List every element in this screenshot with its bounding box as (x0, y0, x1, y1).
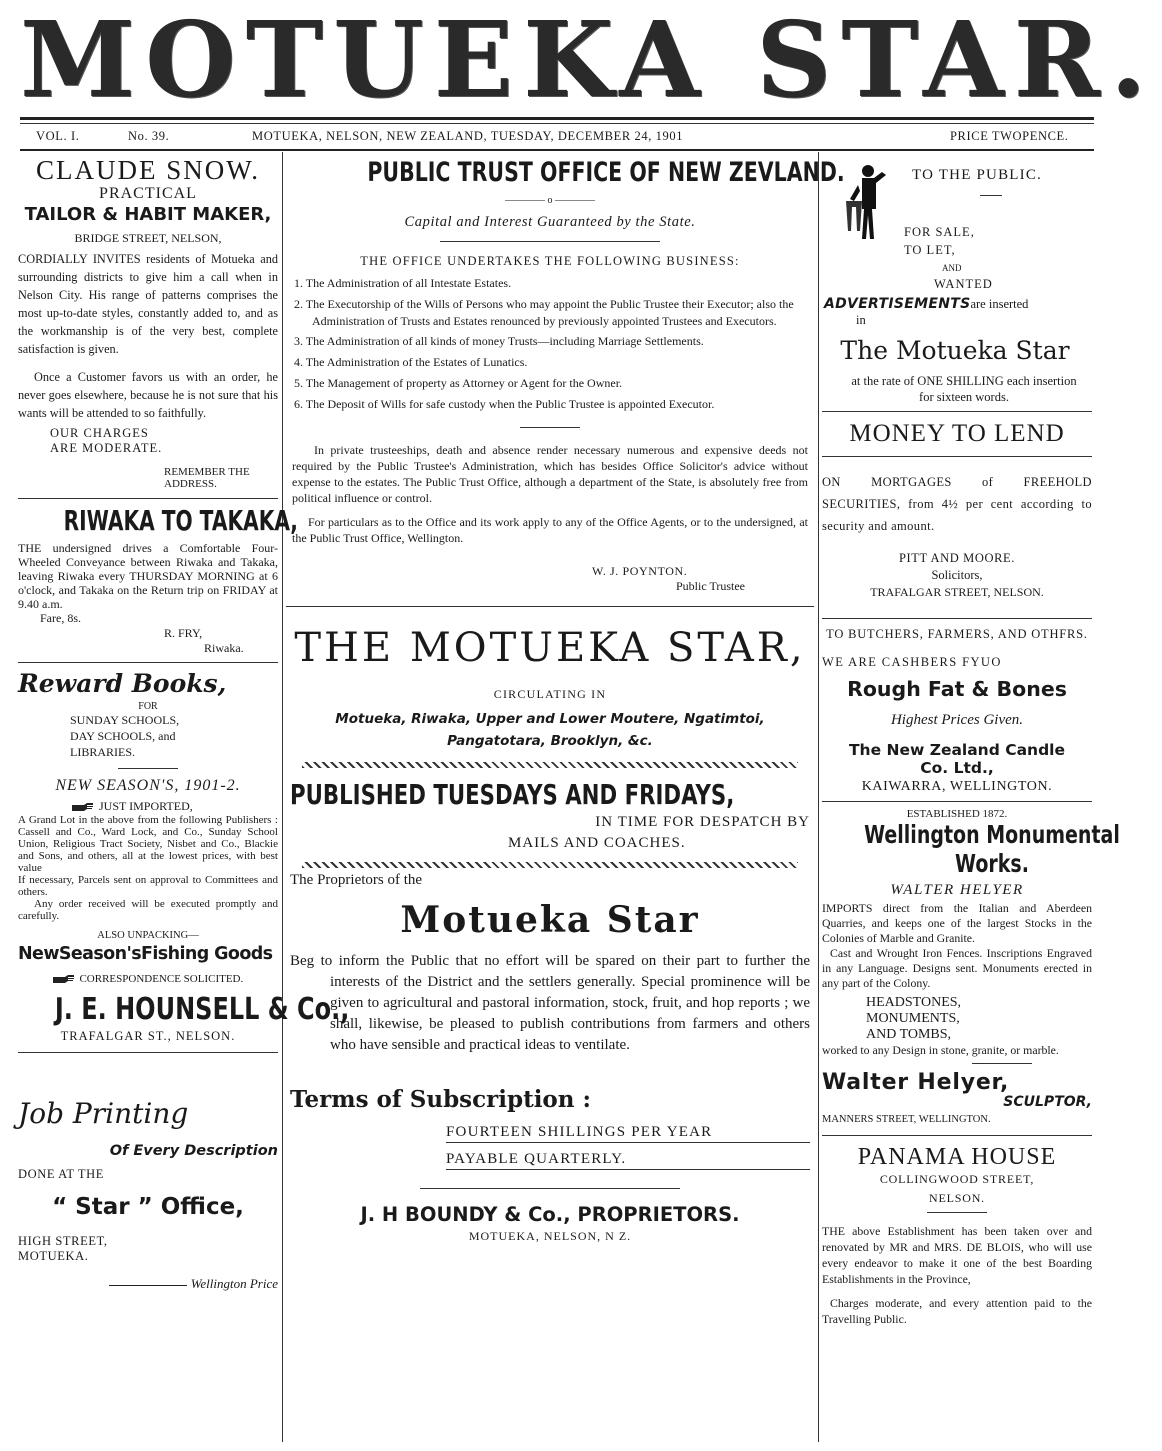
ad-subheading: PRACTICAL (99, 185, 197, 202)
price-rule (109, 1285, 187, 1286)
ad-line: WE ARE CASHBERS FYUO (822, 655, 1002, 669)
price: PRICE TWOPENCE. (950, 129, 1069, 143)
ad-body: THE above Establishment has been taken over and renovated by MR and MRS. DE BLOIS, who will use every endeavor to make it one of the best Boarding Establishments in the Province, (822, 1224, 1092, 1286)
ad-line: Of Every Description (109, 1143, 278, 1159)
divider (927, 1212, 987, 1213)
ad-heading: Wellington Monumental Works. (864, 820, 1120, 878)
ad-signature: Riwaka. (204, 641, 244, 655)
ad-body: IMPORTS direct from the Italian and Aberdeen Quarries, and keeps one of the largest Stocks in the Colonies of Marble and Granite. (822, 901, 1092, 945)
ad-body: worked to any Design in stone, granite, or marble. (822, 1043, 1059, 1057)
ad-address: TRAFALGAR STREET, NELSON. (870, 585, 1044, 599)
divider (18, 498, 278, 499)
list-item: 1. The Administration of all Intestate Estates. (294, 276, 512, 290)
ad-line: MOTUEKA. (18, 1249, 89, 1263)
divider (118, 768, 178, 769)
ad-line: SCULPTOR, (1003, 1094, 1092, 1110)
ad-line: Wellington Price (190, 1276, 278, 1291)
ad-line: JUST IMPORTED, (99, 799, 193, 813)
column-right (822, 155, 1120, 1445)
ad-motueka-star (286, 617, 814, 1244)
ad-heading: Rough Fat & Bones (847, 677, 1067, 701)
divider (18, 662, 278, 663)
ad-address: MANNERS STREET, WELLINGTON. (822, 1114, 991, 1125)
ad-signature: R. FRY, (164, 626, 203, 640)
ad-line: DAY SCHOOLS, and (70, 729, 176, 743)
dateline-rule (20, 149, 1094, 151)
ad-body: If necessary, Parcels sent on approval to Committees and others. (18, 874, 278, 898)
pointing-hand-icon (53, 974, 77, 984)
ad-line: are inserted (970, 297, 1029, 311)
ad-heading: TO THE PUBLIC. (912, 167, 1043, 183)
masthead (20, 0, 1157, 121)
ad-heading: NewSeason'sFishing Goods (18, 944, 273, 964)
ad-claude-snow (18, 155, 278, 490)
column-center (286, 155, 845, 1445)
ad-body: Any order received will be executed promptly and carefully. (18, 898, 278, 922)
ad-body: Once a Customer favors us with an order, he never goes elsewhere, because he is not sure that his wants will be attended to so faithfully. (18, 370, 278, 420)
masthead-rule (20, 117, 1094, 120)
ad-subheading: WALTER HELYER (890, 882, 1024, 898)
ad-firm: Walter Helyer, (822, 1070, 1010, 1095)
list-item: 3. The Administration of all kinds of money Trusts—including Marriage Settlements. (294, 334, 704, 349)
ad-body: For particulars as to the Office and its work apply to any of the Office Agents, or to the undersigned, at the Public Trust Office, Wellington. (292, 514, 808, 545)
wavy-divider (302, 862, 798, 868)
ad-body: CORDIALLY INVITES residents of Motueka and surrounding districts to give him a call when in Nelson City. His range of patterns comprises the most up-to-date styles, constantly added to, and as the workmanship is of the very best, complete satisfaction is given. (18, 252, 278, 356)
ad-heading: PUBLISHED TUESDAYS AND FRIDAYS, (290, 777, 735, 811)
ad-to-the-public (822, 155, 1092, 404)
ad-firm: J. E. HOUNSELL & Co., (54, 992, 350, 1027)
ad-heading: RIWAKA TO TAKAKA, (63, 504, 298, 537)
ad-line: CORRESPONDENCE SOLICITED. (79, 973, 244, 985)
ad-line: TO LET, (904, 243, 956, 257)
ad-line: DONE AT THE (18, 1167, 105, 1181)
ad-line: Motueka, Riwaka, Upper and Lower Moutere, Ngatimtoi, Pangatotara, Brooklyn, &c. (335, 710, 765, 749)
ad-public-trust (286, 155, 845, 594)
ad-line: CIRCULATING IN (493, 686, 607, 701)
ad-address: MOTUEKA, NELSON, N Z. (468, 1228, 632, 1243)
ad-panama-house (822, 1142, 1092, 1327)
ad-candle-company (822, 627, 1092, 795)
ad-body: THE undersigned drives a Comfortable Four-Wheeled Conveyance between Riwaka and Takaka, leaving Riwaka every THURSDAY MORNING at 6 o'clock, and Takaka on the Return trip on FRIDAY at 9.40 a.m. (18, 541, 278, 611)
ad-heading: PANAMA HOUSE (857, 1144, 1057, 1170)
ad-subheading: NEW SEASON'S, 1901-2. (55, 777, 241, 794)
ad-body: In private trusteeships, death and absence render necessary numerous and expensive deeds not required by the Public Trustee's Administration, which has besides Office Solicitor's advice without expense to the estates. The Public Trust Office, although a department of the State, is absolutely free from political influence or control. (292, 442, 808, 505)
ad-monumental-works (822, 808, 1120, 1125)
newspaper-title: MOTUEKA STAR. (20, 0, 1157, 121)
ad-line: IN TIME FOR DESPATCH BY (595, 813, 810, 830)
ad-signature: W. J. POYNTON. (592, 563, 688, 578)
ad-line: PAYABLE QUARTERLY. (446, 1149, 810, 1170)
wavy-divider (302, 762, 798, 768)
ad-money-to-lend (822, 418, 1092, 600)
divider (822, 801, 1092, 802)
ad-body: Beg to inform the Public that no effort will be spared on their part to further the interests of the District and the settlers generally. Special prominence will be given to agricultural and pastoral information, stock, fruit, and hop reports ; we shall, likewise, be pleased to publish contributions from farmers and others who have sensible and practical ideas to ventilate. (290, 952, 810, 1053)
ad-heading: Motueka Star (400, 898, 700, 941)
ad-address: BRIDGE STREET, NELSON, (74, 231, 222, 245)
ad-line: HEADSTONES, (866, 995, 962, 1010)
ad-heading: Terms of Subscription : (290, 1085, 591, 1113)
ad-address: NELSON. (929, 1191, 985, 1205)
ad-line: HIGH STREET, (18, 1234, 108, 1248)
ad-line: REMEMBER THE (164, 466, 250, 478)
gentleman-pointing-icon (838, 161, 894, 245)
column-rule-1 (282, 152, 283, 1442)
ad-firm: The New Zealand Candle (848, 741, 1066, 759)
ad-line: THE OFFICE UNDERTAKES THE FOLLOWING BUSINESS: (360, 254, 740, 268)
ad-body: ON MORTGAGES of FREEHOLD SECURITIES, from 4½ per cent according to security and amount. (822, 475, 1092, 533)
divider (980, 195, 1002, 196)
list-item: 2. The Executorship of the Wills of Persons who may appoint the Public Trustee their Executor; also the Administration of Trusts and Estates renounced by previously appointed Trustees and Executors. (294, 296, 794, 328)
ad-heading: The Motueka Star (840, 336, 1070, 365)
ad-address: TRAFALGAR ST., NELSON. (60, 1029, 236, 1043)
dateline (20, 129, 1094, 147)
divider (822, 618, 1092, 619)
ad-firm: Co. Ltd., (920, 759, 994, 777)
ad-trade: TAILOR & HABIT MAKER, (24, 204, 272, 225)
ad-line: WANTED (934, 277, 993, 291)
divider (972, 1063, 1032, 1064)
divider (822, 456, 1092, 457)
list-item: 5. The Management of property as Attorney or Agent for the Owner. (294, 375, 623, 390)
divider (440, 241, 660, 242)
ad-line: AND (942, 263, 962, 273)
ad-signature: Public Trustee (676, 578, 746, 593)
list-item: 6. The Deposit of Wills for safe custody when the Public Trustee is appointed Executor. (294, 396, 715, 411)
ad-line: AND TOMBS, (866, 1027, 952, 1042)
pointing-hand-icon (72, 802, 96, 812)
masthead-rule-thin (20, 123, 1094, 124)
column-rule-2 (818, 152, 819, 1442)
ad-line: FOR SALE, (904, 225, 975, 239)
issue-number: No. 39. (128, 129, 170, 143)
ad-heading: Reward Books, (18, 669, 227, 698)
ad-line: OUR CHARGES (50, 426, 149, 440)
ad-subheading: TO BUTCHERS, FARMERS, AND OTHFRS. (826, 627, 1088, 641)
ad-body: at the rate of ONE SHILLING each insertion for sixteen words. (851, 374, 1077, 404)
ad-address: COLLINGWOOD STREET, (879, 1172, 1035, 1186)
ad-subheading: ADVERTISEMENTS (824, 296, 971, 312)
ad-line: ADDRESS. (164, 478, 217, 490)
ad-line: MAILS AND COACHES. (508, 834, 686, 851)
ad-body: Charges moderate, and every attention paid to the Travelling Public. (822, 1296, 1092, 1326)
divider (18, 1052, 278, 1053)
ad-riwaka-takaka (18, 504, 298, 656)
ad-line: FOURTEEN SHILLINGS PER YEAR (446, 1122, 810, 1143)
ad-heading: MONEY TO LEND (849, 420, 1065, 447)
ad-heading: Job Printing (18, 1097, 189, 1130)
divider (286, 606, 814, 607)
ad-line: FOR (138, 701, 158, 712)
ad-subheading: Capital and Interest Guaranteed by the State. (404, 214, 696, 230)
ad-line: SUNDAY SCHOOLS, (70, 713, 180, 727)
ad-heading: CLAUDE SNOW. (35, 155, 260, 185)
ad-body: A Grand Lot in the above from the following Publishers : Cassell and Co., Ward Lock, and Co., Sunday School Union, Religious Tract Society, Nisbet and Co., Blackie and Sons, and others, all at the lowest prices, with best value (18, 814, 278, 874)
column-left (18, 155, 350, 1445)
ad-line: ALSO UNPACKING— (97, 930, 199, 941)
divider (822, 411, 1092, 412)
ornament: ———— o ———— (505, 195, 595, 206)
ad-line: MONUMENTS, (866, 1011, 960, 1026)
ad-line: Solicitors, (931, 568, 983, 582)
ad-line: ESTABLISHED 1872. (906, 808, 1008, 820)
ad-firm: “ Star ” Office, (52, 1194, 244, 1220)
divider (420, 1188, 680, 1189)
ad-heading: PUBLIC TRUST OFFICE OF NEW ZEVLAND. (367, 157, 845, 188)
list-item: 4. The Administration of the Estates of Lunatics. (294, 355, 528, 370)
ad-line: ARE MODERATE. (50, 441, 163, 455)
ad-line: Fare, 8s. (40, 611, 81, 625)
divider (520, 427, 580, 428)
location-date: MOTUEKA, NELSON, NEW ZEALAND, TUESDAY, DECEMBER 24, 1901 (252, 129, 684, 143)
ad-line: in (856, 313, 866, 327)
ad-heading: THE MOTUEKA STAR, (294, 624, 806, 671)
ad-job-printing (18, 1097, 278, 1292)
ad-line: The Proprietors of the (290, 871, 423, 888)
ad-address: KAIWARRA, WELLINGTON. (861, 779, 1053, 794)
ad-body: Cast and Wrought Iron Fences. Inscriptions Engraved in any Language. Designs sent. Monuments erected in any part of the Colony. (822, 946, 1092, 990)
ad-line: Highest Prices Given. (890, 712, 1024, 728)
volume: VOL. I. (36, 129, 80, 143)
ad-firm: PITT AND MOORE. (898, 551, 1016, 565)
divider (822, 1135, 1092, 1136)
ad-reward-books (18, 669, 350, 1044)
ad-firm: J. H BOUNDY & Co., PROPRIETORS. (360, 1202, 740, 1226)
ad-line: LIBRARIES. (70, 745, 136, 759)
